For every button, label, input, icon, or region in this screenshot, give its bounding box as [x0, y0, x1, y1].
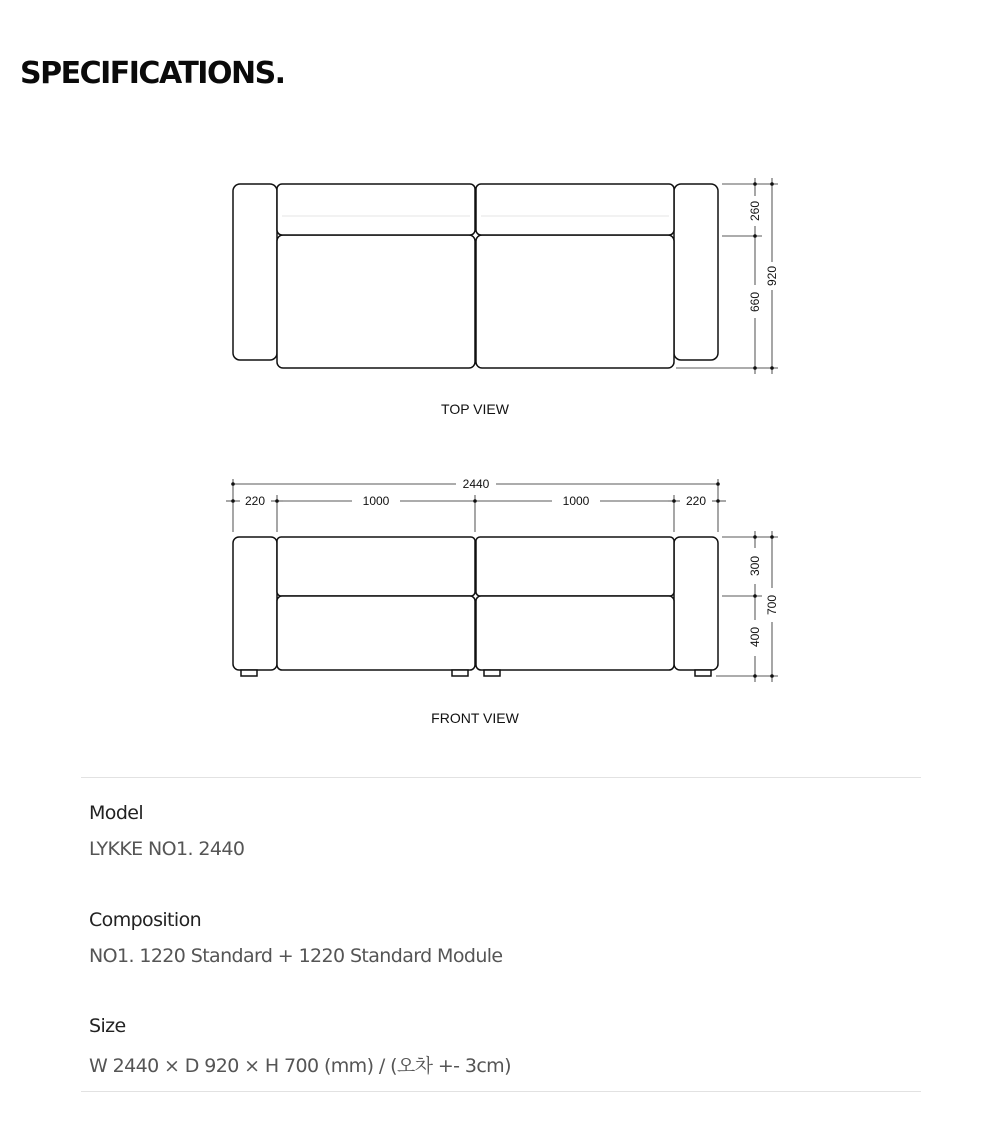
dim-front-arm-left: 220 [244, 494, 266, 508]
dim-front-back-height: 300 [748, 555, 762, 577]
dim-top-total-depth: 920 [765, 265, 779, 287]
top-view-caption: TOP VIEW [441, 401, 509, 417]
divider [81, 1091, 921, 1092]
front-left-seat [277, 596, 475, 670]
top-left-arm [233, 184, 277, 360]
spec-value: W 2440 × D 920 × H 700 (mm) / (오차 +- 3cm) [89, 1055, 511, 1077]
spec-label: Size [89, 1015, 126, 1037]
dim-front-seat-height: 400 [748, 626, 762, 648]
front-left-back [277, 537, 475, 596]
spec-composition [89, 909, 503, 967]
dim-front-seat-right: 1000 [562, 494, 590, 508]
dim-front-arm-right: 220 [685, 494, 707, 508]
top-right-back-cushion [476, 184, 674, 235]
top-left-back-cushion [277, 184, 475, 235]
top-left-seat [277, 235, 475, 368]
front-view-caption: FRONT VIEW [431, 710, 519, 726]
dim-top-seat-depth: 660 [748, 291, 762, 313]
top-right-seat [476, 235, 674, 368]
top-right-arm [674, 184, 718, 360]
spec-label: Composition [89, 909, 202, 931]
spec-value: NO1. 1220 Standard + 1220 Standard Module [89, 945, 503, 967]
front-leg [452, 670, 468, 676]
spec-model [89, 802, 244, 860]
dim-front-total-height: 700 [765, 594, 779, 616]
page-title: SPECIFICATIONS. [20, 56, 285, 91]
divider [81, 777, 921, 778]
front-right-arm [674, 537, 718, 670]
front-right-seat [476, 596, 674, 670]
spec-size [89, 1015, 511, 1078]
spec-value: LYKKE NO1. 2440 [89, 838, 245, 860]
front-right-back [476, 537, 674, 596]
dim-front-total-width: 2440 [462, 477, 490, 491]
front-view [226, 477, 779, 726]
front-leg [695, 670, 711, 676]
front-left-arm [233, 537, 277, 670]
dim-top-back-depth: 260 [748, 200, 762, 222]
front-leg [241, 670, 257, 676]
front-width-dimensions [226, 477, 726, 532]
spec-label: Model [89, 802, 144, 824]
front-height-dimensions [716, 531, 779, 682]
front-leg [484, 670, 500, 676]
top-view [233, 178, 779, 417]
dim-front-seat-left: 1000 [362, 494, 390, 508]
